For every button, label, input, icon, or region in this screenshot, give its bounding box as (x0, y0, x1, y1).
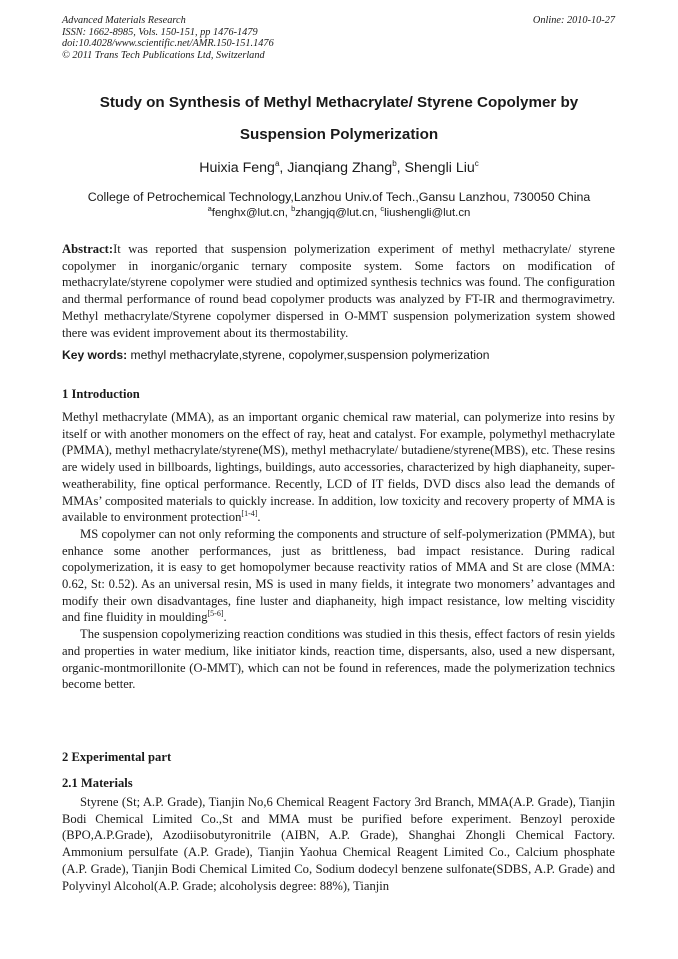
keywords-label: Key words: (62, 348, 128, 362)
author: Jianqiang Zhang$^b$, (287, 159, 405, 176)
subsection-heading-materials: 2.1 Materials (62, 776, 133, 790)
affiliation: College of Petrochemical Technology,Lanzhou Univ.of Tech.,Gansu Lanzhou, 730050 China (87, 190, 591, 204)
email: $^c$liushengli@lut.cn (380, 204, 471, 219)
keywords-text: methyl methacrylate,styrene, copolymer,suspension polymerization (127, 348, 490, 362)
running-header (62, 15, 615, 61)
section-heading-introduction: 1 Introduction (62, 387, 140, 401)
journal-name: Advanced Materials Research (62, 15, 186, 26)
keywords (62, 348, 615, 362)
abstract-label: Abstract: (62, 242, 114, 256)
paragraph: MS copolymer can not only reforming the components and structure of self-polymerization (PMMA), but enhance some another performances, just as brittleness, bad impact resistance. During radical copolymerization, it is easy to get homopolymer because reactivity ratios of MMA and St are close (MMA: 0.62, St: 0.52). As an universal resin, MS is used in many fields, it integrate two monomers’ advantages and modify their own disadvantages, fine luster and diaphaneity, high impact resistance, low melting viscidity and fine fluidity in moulding[5-6]. (62, 526, 615, 625)
abstract (62, 241, 615, 341)
paragraph: Methyl methacrylate (MMA), as an important organic chemical raw material, can polymerize into resins by itself or with another monomers on the effect of ray, heat and catalyst. For example, polymethyl methacrylate (PMMA), methyl methacrylate/styrene(MS), methyl methacrylate/ butadiene/styrene(MBS), etc. These resins are widely used in billboards, lightings, buildings, auto accessories, characterized by high diaphaneity, super-weatherability, fine optical performance. Recently, LCD of IT fields, DVD discs also lead the demands of MMAs’ composited materials to quickly increase. In addition, low toxicity and recovery property of MMA is available to environment protection[1-4]. (62, 410, 615, 525)
author-list (0, 160, 678, 176)
copyright-line: © 2011 Trans Tech Publications Ltd, Switzerland (62, 49, 265, 61)
paragraph: The suspension copolymerizing reaction conditions was studied in this thesis, effect factors of resin yields and properties in water medium, like initiator kinds, reaction time, dispersants, also, used a new dispersant, organic-montmorillonite (O-MMT), which can not be found in references, made the polymerization technics become better. (62, 627, 615, 692)
online-date: Online: 2010-10-27 (532, 15, 615, 26)
email: $^b$zhangjq@lut.cn, (291, 204, 381, 219)
doi-line: doi:10.4028/www.scientific.net/AMR.150-151.1476 (62, 38, 274, 50)
paper-title-line-2: Suspension Polymerization (239, 126, 439, 143)
author: Shengli Liu$^c$ (404, 159, 479, 176)
section-heading-experimental: 2 Experimental part (62, 750, 172, 764)
introduction-body (62, 409, 615, 693)
email-list (0, 204, 678, 219)
abstract-text: It was reported that suspension polymerization experiment of methyl methacrylate/ styrene copolymer in inorganic/organic ternary composite system. Some factors on modification of methacrylate/styrene copolymer were studied and optimized synthesis technics was found. The configuration and thermal performance of round bead copolymer products was analyzed by FT-IR and thermogravimetry. Methyl methacrylate/Styrene copolymer dispersed in O-MMT suspension polymerization system showed there was evident improvement about its thermostability. (62, 242, 615, 340)
issn-line: ISSN: 1662-8985, Vols. 150-151, pp 1476-1479 (62, 26, 258, 38)
citation: [1-4] (241, 509, 258, 519)
author: Huixia Feng$^a$, (199, 159, 288, 176)
paragraph: Styrene (St; A.P. Grade), Tianjin No,6 Chemical Reagent Factory 3rd Branch, MMA(A.P. Grade), Tianjin Bodi Chemical Limited Co.,St and MMA must be purified before experiment. Benzoyl peroxide (BPO,A.P.Grade), Azodiisobutyronitrile (AIBN, A.P. Grade), Shanghai Zhongli Chemical Factory. Ammonium persulfate (A.P. Grade), Tianjin Yaohua Chemical Reagent Limited Co., Calcium phosphate (A.P. Grade), Tianjin Bodi Chemical Limited Co, Sodium dodecyl benzene sulfonate(SDBS, A.P. Grade) and Polyvinyl Alcohol(A.P. Grade; alcoholysis degree: 88%), Tianjin (62, 795, 615, 893)
materials-body (62, 794, 615, 894)
paper-title-line-1: Study on Synthesis of Methyl Methacrylate/ Styrene Copolymer by (99, 94, 579, 111)
citation: [5-6] (207, 609, 224, 619)
email: $^a$fenghx@lut.cn, (207, 204, 292, 219)
